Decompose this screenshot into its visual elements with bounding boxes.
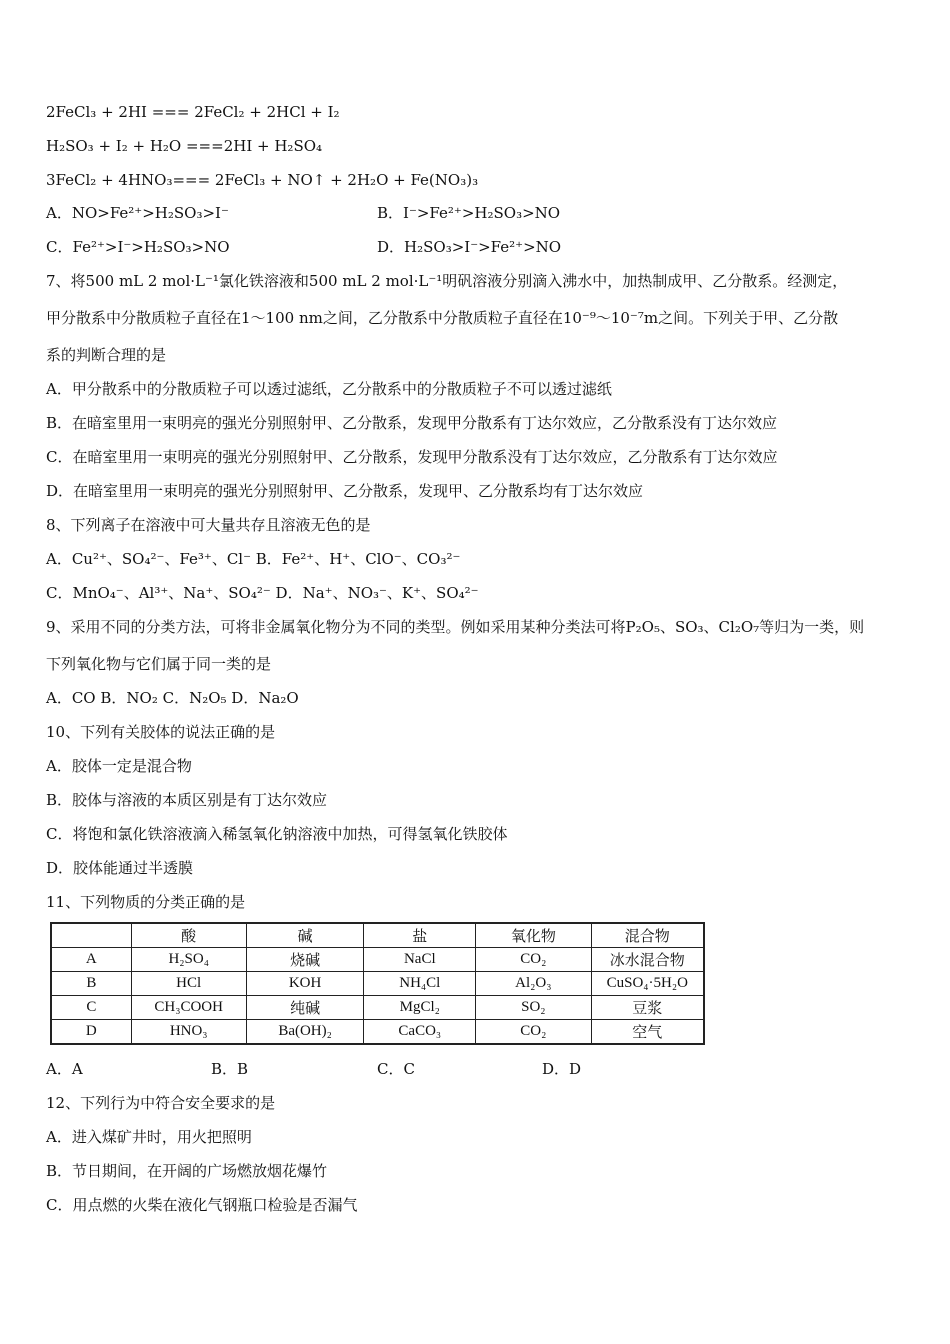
table-cell: MgCl₂ xyxy=(364,996,476,1020)
table-cell: 豆浆 xyxy=(591,996,704,1020)
table-cell: CO₂ xyxy=(476,948,591,972)
q7-option-d: D．在暗室里用一束明亮的强光分别照射甲、乙分散系，发现甲、乙分散系均有丁达尔效应 xyxy=(46,482,644,500)
table-cell: 冰水混合物 xyxy=(591,948,704,972)
q11-option-b: B．B xyxy=(211,1060,249,1078)
q7-option-c: C．在暗室里用一束明亮的强光分别照射甲、乙分散系，发现甲分散系没有丁达尔效应，乙分散系有丁达尔效应 xyxy=(46,448,778,466)
q12-option-b: B．节日期间，在开阔的广场燃放烟花爆竹 xyxy=(46,1162,328,1180)
q8-stem: 8、下列离子在溶液中可大量共存且溶液无色的是 xyxy=(46,516,371,534)
table-cell: C xyxy=(51,996,131,1020)
table-cell: CuSO₄·5H₂O xyxy=(591,972,704,996)
q7-stem-line-1: 7、将500 mL 2 mol·L⁻¹氯化铁溶液和500 mL 2 mol·L⁻¹明矾溶液分别滴入沸水中，加热制成甲、乙分散系。经测定， xyxy=(46,272,848,290)
table-cell: D xyxy=(51,1020,131,1045)
q10-option-a: A．胶体一定是混合物 xyxy=(46,757,192,775)
table-row xyxy=(51,972,704,996)
q9-stem-line-2: 下列氧化物与它们属于同一类的是 xyxy=(46,655,272,673)
table-cell: H₂SO₄ xyxy=(131,948,246,972)
table-header-cell: 盐 xyxy=(364,923,476,948)
table-cell: NaCl xyxy=(364,948,476,972)
table-cell: A xyxy=(51,948,131,972)
table-row xyxy=(51,948,704,972)
q10-option-b: B．胶体与溶液的本质区别是有丁达尔效应 xyxy=(46,791,328,809)
equation-1: 2FeCl₃ + 2HI === 2FeCl₂ + 2HCl + I₂ xyxy=(46,103,340,121)
q9-stem-line-1: 9、采用不同的分类方法，可将非金属氧化物分为不同的类型。例如采用某种分类法可将P₂O₅、SO₃、Cl₂O₇等归为一类，则 xyxy=(46,618,865,636)
q7-stem-line-2: 甲分散系中分散质粒子直径在1～100 nm之间，乙分散系中分散质粒子直径在10⁻⁹～10⁻⁷m之间。下列关于甲、乙分散 xyxy=(46,309,839,327)
equation-2: H₂SO₃ + I₂ + H₂O ===2HI + H₂SO₄ xyxy=(46,137,323,155)
table-cell: 烧碱 xyxy=(246,948,364,972)
table-header-cell: 酸 xyxy=(131,923,246,948)
table-cell: 空气 xyxy=(591,1020,704,1045)
q6-option-c: C．Fe²⁺>I⁻>H₂SO₃>NO xyxy=(46,238,230,256)
q12-stem: 12、下列行为中符合安全要求的是 xyxy=(46,1094,276,1112)
q11-stem: 11、下列物质的分类正确的是 xyxy=(46,893,246,911)
table-header-cell: 氧化物 xyxy=(476,923,591,948)
table-cell: B xyxy=(51,972,131,996)
table-cell: HNO₃ xyxy=(131,1020,246,1045)
table-cell: Ba(OH)₂ xyxy=(246,1020,364,1045)
table-cell: SO₂ xyxy=(476,996,591,1020)
q10-option-d: D．胶体能通过半透膜 xyxy=(46,859,194,877)
table-row xyxy=(51,1020,704,1045)
q11-option-c: C．C xyxy=(377,1060,415,1078)
table-header-cell: 混合物 xyxy=(591,923,704,948)
classification-table xyxy=(50,922,705,1045)
q8-options-line-1: A．Cu²⁺、SO₄²⁻、Fe³⁺、Cl⁻ B．Fe²⁺、H⁺、ClO⁻、CO₃²⁻ xyxy=(46,550,461,568)
table-header-cell xyxy=(51,923,131,948)
q10-stem: 10、下列有关胶体的说法正确的是 xyxy=(46,723,276,741)
q6-option-b: B．I⁻>Fe²⁺>H₂SO₃>NO xyxy=(377,204,561,222)
table-cell: HCl xyxy=(131,972,246,996)
table-row xyxy=(51,996,704,1020)
table-cell: NH₄Cl xyxy=(364,972,476,996)
q12-option-c: C．用点燃的火柴在液化气钢瓶口检验是否漏气 xyxy=(46,1196,358,1214)
table-cell: 纯碱 xyxy=(246,996,364,1020)
q7-option-a: A．甲分散系中的分散质粒子可以透过滤纸，乙分散系中的分散质粒子不可以透过滤纸 xyxy=(46,380,612,398)
q11-option-a: A．A xyxy=(46,1060,83,1078)
q11-option-d: D．D xyxy=(542,1060,582,1078)
table-cell: CaCO₃ xyxy=(364,1020,476,1045)
q8-options-line-2: C．MnO₄⁻、Al³⁺、Na⁺、SO₄²⁻ D．Na⁺、NO₃⁻、K⁺、SO₄²⁻ xyxy=(46,584,479,602)
q12-option-a: A．进入煤矿井时，用火把照明 xyxy=(46,1128,252,1146)
table-cell: CO₂ xyxy=(476,1020,591,1045)
q6-option-a: A．NO>Fe²⁺>H₂SO₃>I⁻ xyxy=(46,204,229,222)
q7-option-b: B．在暗室里用一束明亮的强光分别照射甲、乙分散系，发现甲分散系有丁达尔效应，乙分散系没有丁达尔效应 xyxy=(46,414,778,432)
q9-options: A．CO B．NO₂ C．N₂O₅ D．Na₂O xyxy=(46,689,299,707)
table-header-cell: 碱 xyxy=(246,923,364,948)
table-cell: CH₃COOH xyxy=(131,996,246,1020)
q7-stem-line-3: 系的判断合理的是 xyxy=(46,346,167,364)
q6-option-d: D．H₂SO₃>I⁻>Fe²⁺>NO xyxy=(377,238,562,256)
table-cell: KOH xyxy=(246,972,364,996)
table-header-row xyxy=(51,923,704,948)
q10-option-c: C．将饱和氯化铁溶液滴入稀氢氧化钠溶液中加热，可得氢氧化铁胶体 xyxy=(46,825,508,843)
table-cell: Al₂O₃ xyxy=(476,972,591,996)
equation-3: 3FeCl₂ + 4HNO₃=== 2FeCl₃ + NO↑ + 2H₂O + Fe(NO₃)₃ xyxy=(46,171,479,189)
